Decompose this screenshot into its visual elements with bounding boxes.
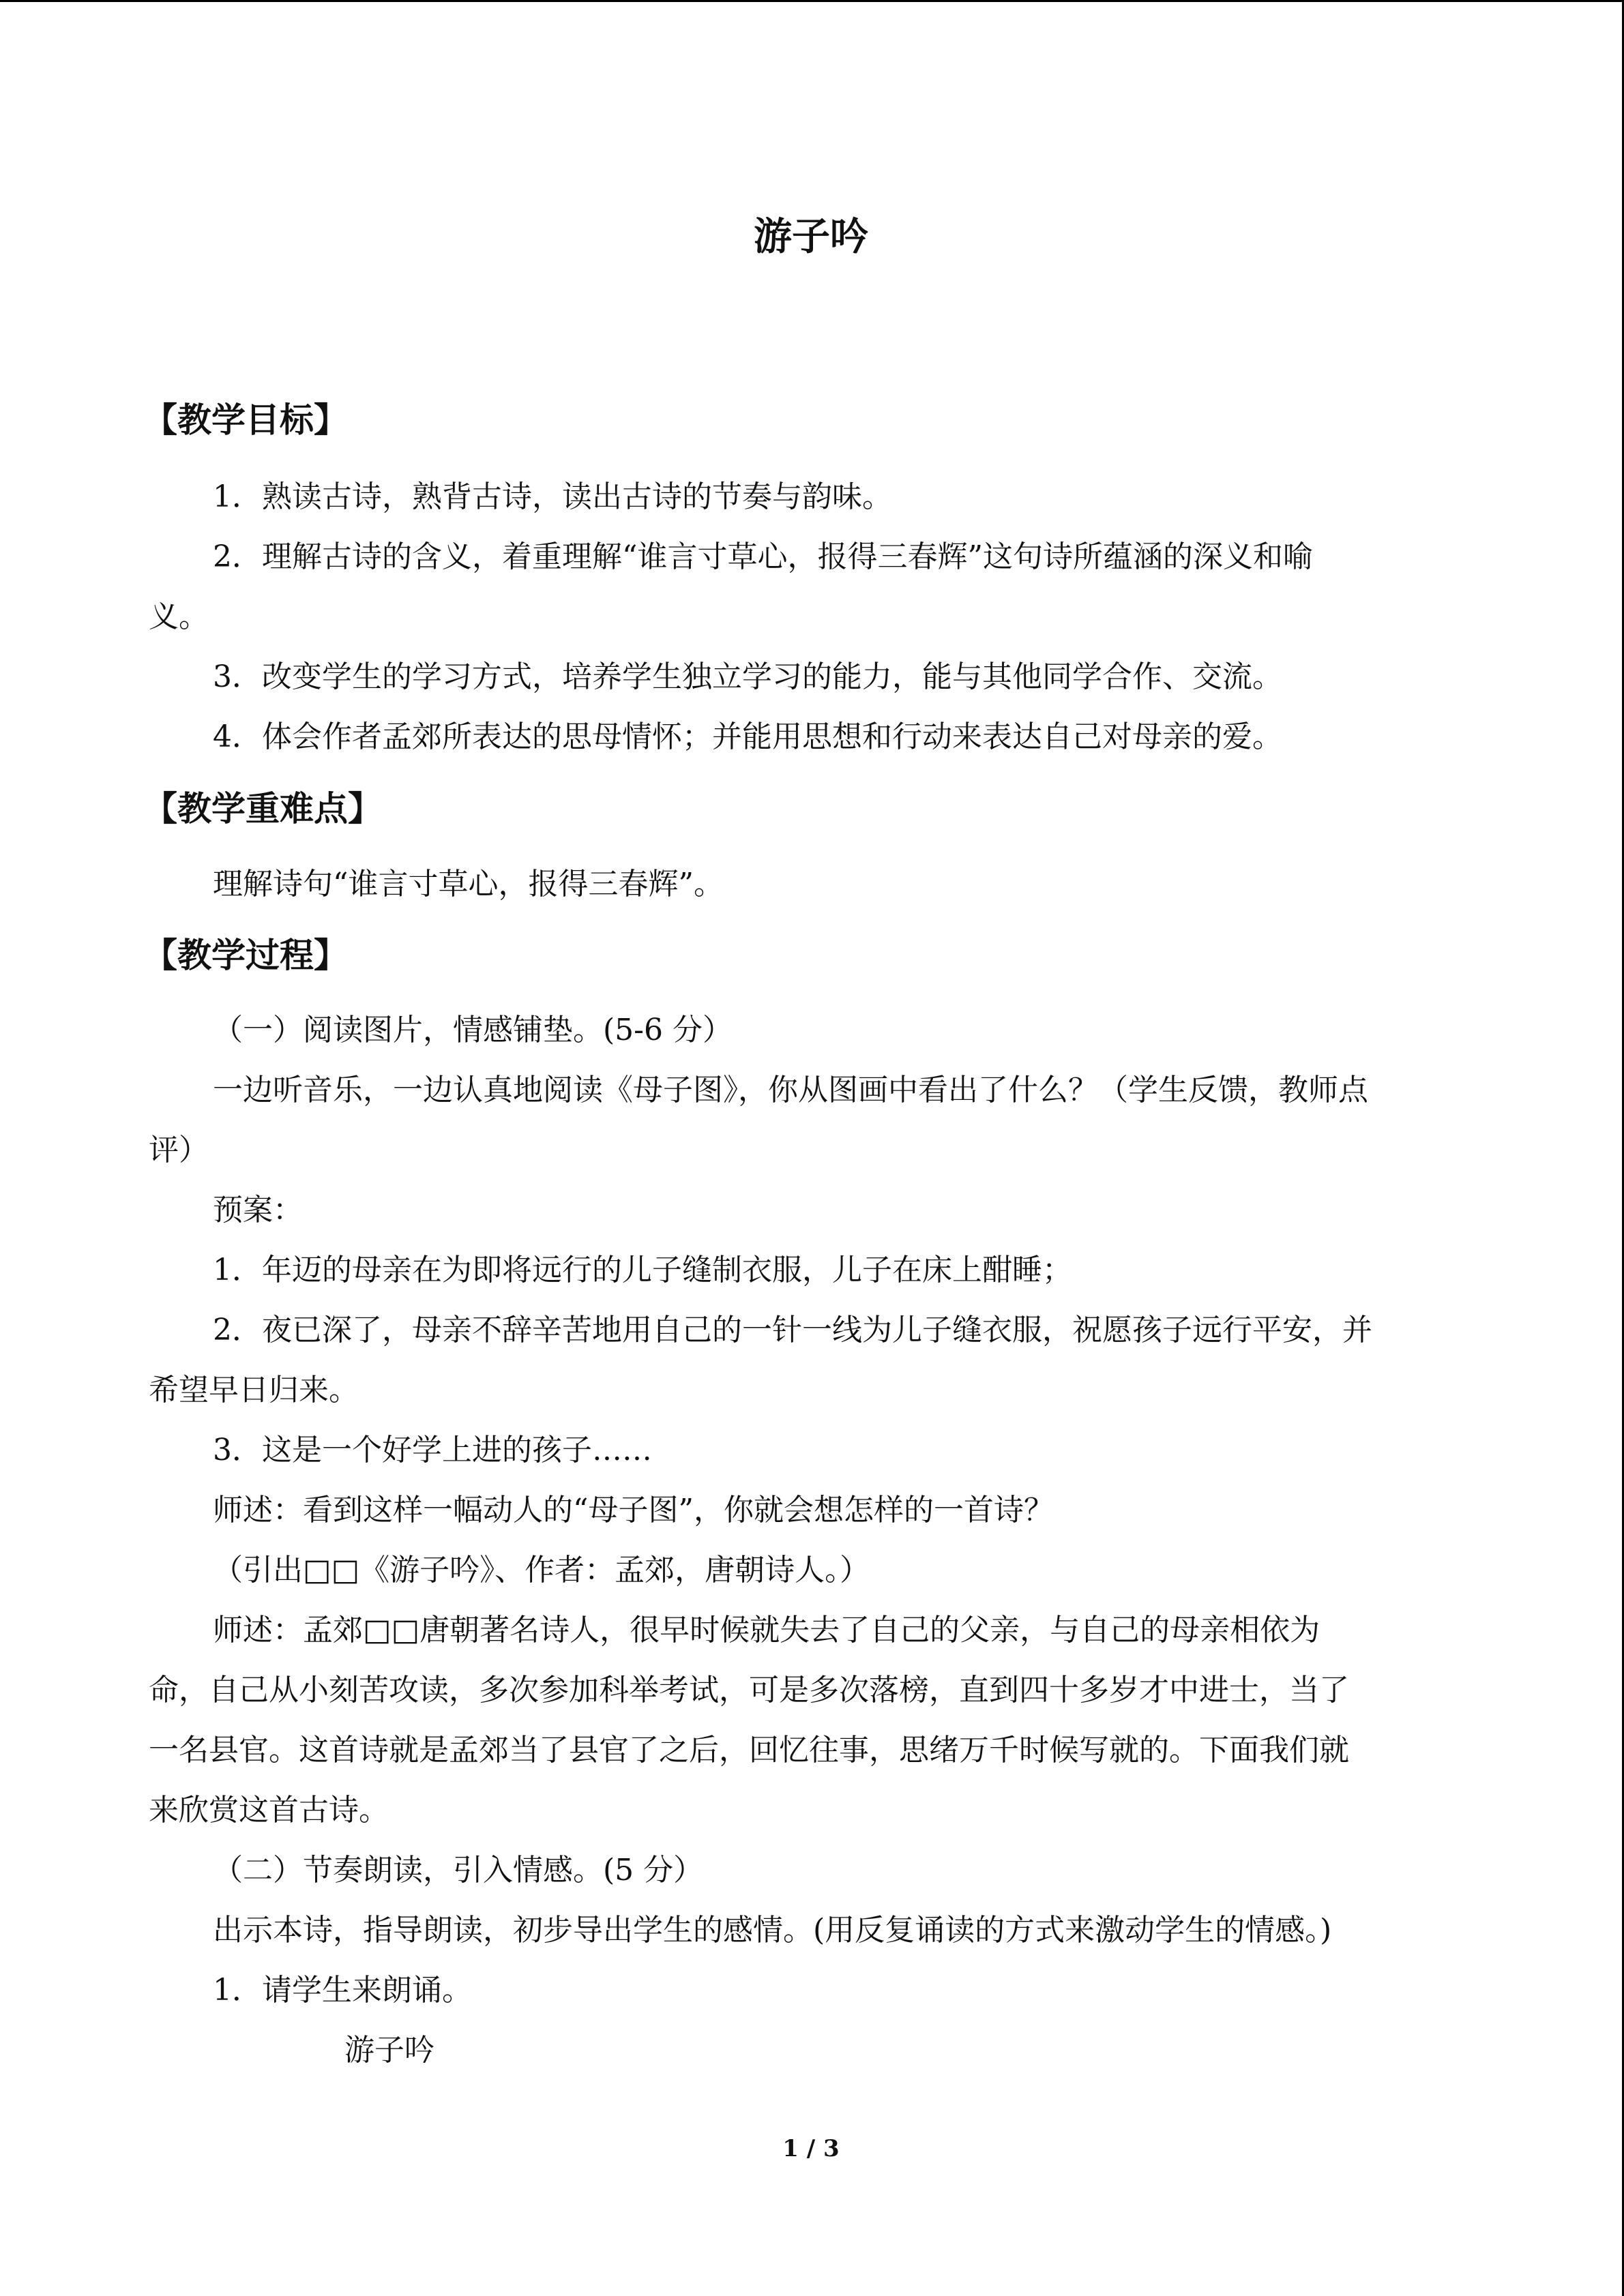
process-line-4: 预案：	[213, 1193, 303, 1227]
process-line-10: （引出□□《游子吟》、作者：孟郊，唐朝诗人。）	[213, 1553, 870, 1587]
process-line-6: 2．夜已深了，母亲不辞辛苦地用自己的一针一线为儿子缝衣服，祝愿孩子远行平安，并	[213, 1313, 1372, 1347]
process-line-9: 师述：看到这样一幅动人的“母子图”，你就会想怎样的一首诗？	[213, 1493, 1054, 1527]
process-line-5: 1．年迈的母亲在为即将远行的儿子缝制衣服，儿子在床上酣睡；	[213, 1253, 1072, 1287]
document-title: 游子吟	[754, 215, 868, 259]
section-heading-goals: 【教学目标】	[143, 400, 348, 440]
poem-title: 游子吟	[344, 2033, 434, 2068]
section-heading-process: 【教学过程】	[143, 936, 348, 975]
process-line-7: 希望早日归来。	[149, 1373, 359, 1407]
section-heading-key-points: 【教学重难点】	[143, 789, 382, 829]
process-line-14: 来欣赏这首古诗。	[149, 1793, 389, 1828]
goal-line-2: 2．理解古诗的含义，着重理解“谁言寸草心，报得三春辉”这句诗所蕴涵的深义和喻	[213, 539, 1313, 574]
process-line-8: 3．这是一个好学上进的孩子……	[213, 1433, 652, 1467]
process-line-3: 评）	[149, 1133, 209, 1167]
process-line-1: （一）阅读图片，情感铺垫。(5-6 分）	[213, 1013, 733, 1047]
key-point-line-1: 理解诗句“谁言寸草心，报得三春辉”。	[213, 867, 724, 901]
process-line-2: 一边听音乐，一边认真地阅读《母子图》，你从图画中看出了什么？（学生反馈，教师点	[213, 1073, 1368, 1107]
page-number: 1 / 3	[782, 2135, 840, 2162]
process-line-12: 命，自己从小刻苦攻读，多次参加科举考试，可是多次落榜，直到四十多岁才中进士，当了	[149, 1673, 1349, 1708]
process-line-15: （二）节奏朗读，引入情感。(5 分）	[213, 1853, 704, 1888]
process-line-13: 一名县官。这首诗就是孟郊当了县官了之后，回忆往事，思绪万千时候写就的。下面我们就	[149, 1733, 1349, 1768]
process-line-16: 出示本诗，指导朗读，初步导出学生的感情。(用反复诵读的方式来激动学生的情感。)	[213, 1913, 1332, 1948]
goal-line-2-cont: 义。	[149, 599, 209, 634]
process-line-11: 师述：孟郊□□唐朝著名诗人，很早时候就失去了自己的父亲，与自己的母亲相依为	[213, 1613, 1320, 1648]
goal-line-1: 1．熟读古诗，熟背古诗，读出古诗的节奏与韵味。	[213, 479, 892, 514]
process-line-17: 1．请学生来朗诵。	[213, 1973, 472, 2008]
goal-line-3: 3．改变学生的学习方式，培养学生独立学习的能力，能与其他同学合作、交流。	[213, 659, 1282, 694]
goal-line-4: 4．体会作者孟郊所表达的思母情怀；并能用思想和行动来表达自己对母亲的爱。	[213, 719, 1282, 754]
